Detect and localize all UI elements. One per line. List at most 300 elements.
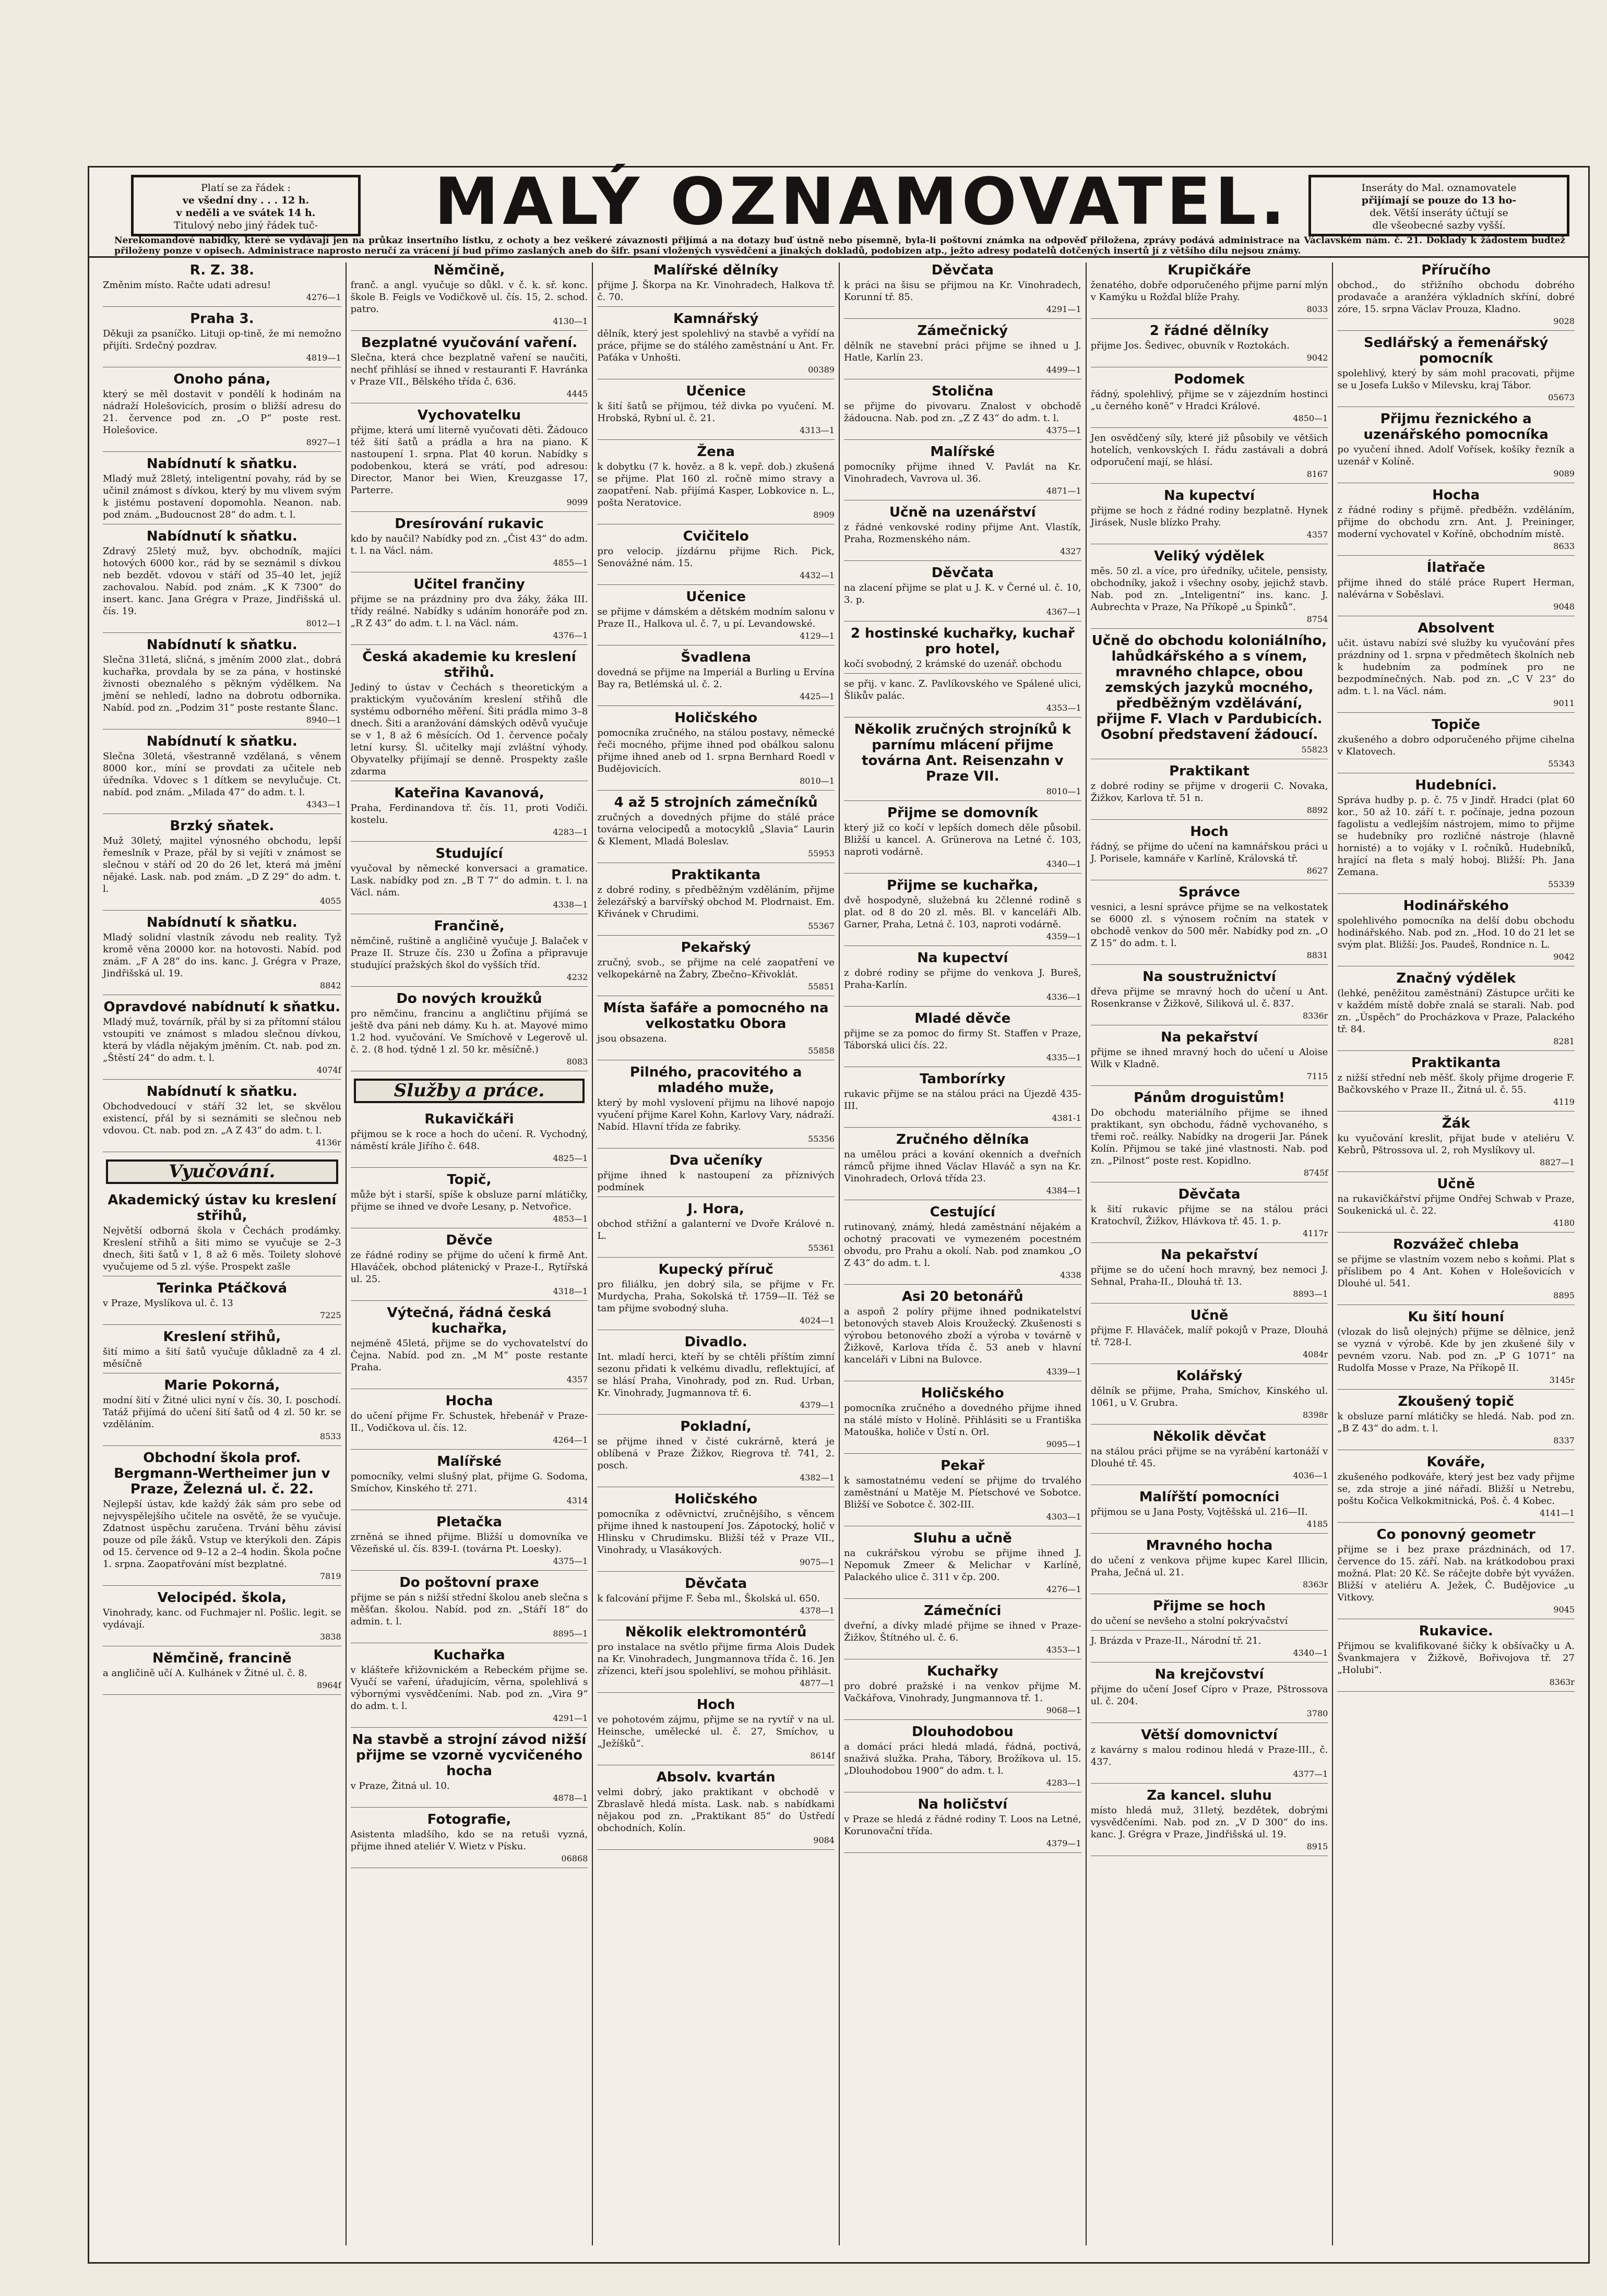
ad-reference-number: 4819—1 — [306, 353, 341, 363]
ad-title: Učitel frančiny — [413, 577, 525, 592]
ad-text: z kavárny s malou rodinou hledá v Praze-III., č. 437. — [1090, 1744, 1328, 1767]
classified-ad — [597, 1419, 835, 1487]
ad-text: přijme F. Hlaváček, malíř pokojů v Praze, Dlouhá tř. 728-I. — [1090, 1325, 1328, 1348]
ad-title: Několik elektromontérů — [625, 1624, 807, 1640]
ad-text: přijmou se k roce a hoch do učení. R. Vychodný, náměstí krále Jiřího č. 648. — [350, 1129, 588, 1152]
ad-title: Fotografie, — [427, 1812, 511, 1827]
ad-reference-number: 8633 — [1553, 541, 1575, 551]
ad-title: Terinka Ptáčková — [157, 1281, 288, 1296]
classified-ad — [597, 1334, 835, 1415]
ad-reference-number: 4357 — [1306, 530, 1328, 540]
classified-ad — [1091, 1030, 1328, 1086]
classified-ad — [844, 262, 1081, 319]
ad-title: Několik děvčat — [1152, 1429, 1266, 1444]
ad-title: Studující — [435, 846, 503, 862]
ad-reference-number: 8533 — [319, 1431, 341, 1441]
ad-text: k obsluze parní mlátičky se hledá. Nab. pod zn. „B Z 43“ do adm. t. l. — [1337, 1411, 1575, 1434]
ad-title: Učně — [1437, 1176, 1475, 1192]
classified-ad — [1091, 1489, 1328, 1534]
ad-text: rutinovaný, známý, hledá zaměstnání nějakém a ochotný pracovati ve vymezeném pocestném obvodu, pro Prahu a okolí. Nab. pod znamkou „O Z 43“ do adm. t. l. — [843, 1222, 1081, 1269]
classified-ad — [103, 1651, 341, 1695]
ad-reference-number: 9028 — [1553, 316, 1575, 326]
ad-title: Zámečníci — [924, 1603, 1002, 1619]
classified-ad — [597, 1491, 835, 1572]
classified-ad — [597, 444, 835, 524]
ad-reference-number: 4036—1 — [1293, 1470, 1328, 1480]
ad-text: pro filiálku, jen dobrý sila, se přijme v Fr. Murdycha, Praha, Sokolská tř. 1759—II. Též se tam přijme svobodný sluha. — [597, 1279, 835, 1314]
ad-reference-number: 4130—1 — [553, 316, 588, 326]
ad-title: Marie Pokorná, — [164, 1378, 280, 1393]
ad-text: Největší odborná škola v Čechách prodámky. Kreslení střihů a šiti mimo se vyučuje se 2–3 dnech, šiti šatů v 1, 8 až 6 měs. Toilety slohové vyučujeme od 5 zl. výše. Prospekt zašle — [103, 1225, 341, 1272]
ad-title: Holičského — [921, 1385, 1004, 1401]
ad-title: Příručího — [1421, 262, 1491, 278]
ad-title: Němčině, — [433, 262, 505, 278]
ad-text: dělník se přijme, Praha, Smíchov, Kinského ul. 1061, u V. Grubra. — [1090, 1385, 1328, 1408]
ad-text: řádný, se přijme do učení na kamnářskou práci u J. Porisele, kamnáře v Karlíně, Královská tř. — [1090, 841, 1328, 864]
ad-title: Vychovatelku — [417, 408, 521, 423]
ad-text: přijme se pán s nižší střední školou aneb slečna s měšťan. školou. Nabíd. pod zn. „Stáří 18“ do admin. t. l. — [350, 1592, 588, 1627]
classified-ad — [351, 785, 588, 842]
ad-title: Divadlo. — [684, 1334, 747, 1350]
ad-reference-number: 4339—1 — [1046, 1367, 1081, 1377]
ad-reference-number: 4384—1 — [1046, 1186, 1081, 1195]
ad-reference-number: 4283—1 — [553, 827, 588, 837]
ad-text: na stálou práci přijme se na vyrábění kartonáží v Dlouhé tř. 45. — [1090, 1446, 1328, 1469]
classified-ad — [597, 1201, 835, 1258]
ad-text: ku vyučování kreslit, přijat bude v ateliéru V. Kebrů, Pštrossova ul. 2, roh Myslíkovy ul. — [1337, 1133, 1575, 1156]
ad-title: Asi 20 betonářů — [901, 1289, 1023, 1305]
ad-reference-number: 4318—1 — [553, 1286, 588, 1296]
classified-ad — [103, 529, 341, 633]
ad-reference-number: 8915 — [1306, 1841, 1328, 1851]
ad-text: velmi dobrý, jako praktikant v obchodě v Zbraslavě hledá místa. Lask. nab. s nabídkami nějakou pod zn. „Praktikant 85“ do Ústředí obchodních, Kolín. — [597, 1787, 835, 1834]
ad-text: Vinohrady, kanc. od Fuchmajer nl. Pošlic. legit. se vydávají. — [103, 1607, 341, 1630]
ad-title: Stolična — [932, 384, 994, 399]
ad-text: z řádné venkovské rodiny přijme Ant. Vlastík, Praha, Rozmenského nám. — [843, 522, 1081, 545]
ad-title: Nabídnutí k sňatku. — [146, 1084, 297, 1099]
ad-text: pomocníky přijme ihned V. Pavlát na Kr. Vinohradech, Vavrova ul. 36. — [843, 461, 1081, 484]
ad-text: spolehlivý, který by sám mohl pracovati, přijme se u Josefa Lukšo v Milevsku, kraj Tábor. — [1337, 368, 1575, 391]
column-4 — [839, 262, 1086, 2245]
ad-reference-number: 4338 — [1060, 1270, 1081, 1280]
insertion-info-line: dle všeobecné sazby vyšší. — [1372, 220, 1506, 231]
ad-title: Podomek — [1174, 372, 1245, 387]
classified-ad — [103, 1590, 341, 1646]
ad-title: Veliký výdělek — [1154, 548, 1265, 564]
ad-text: franč. a angl. vyučuje so důkl. v č. k. sř. konc. škole B. Feigls ve Vodičkově ul. čís. 15, 2. schod. patro. — [350, 280, 588, 315]
ad-reference-number: 4445 — [566, 389, 588, 399]
ad-reference-number: 4367—1 — [1046, 607, 1081, 617]
ad-text: přijme Jos. Šedivec, obuvník v Roztokách. — [1090, 340, 1290, 351]
classified-ad — [1337, 1623, 1575, 1692]
ad-text: přijme se na prázdniny pro dva žáky, žáka III. třídy reálné. Nabídky s udáním honoráře pod zn. „R Z 43“ do adm. t. l. na Václ. nám. — [350, 594, 588, 629]
ad-text: který již co kočí v lepších domech děle působil. Bližší u kancel. A. Grünerova na Letné č. 103, naproti vodárně. — [843, 822, 1081, 857]
ad-text: Nejlepší ústav, kde každý žák sám pro sebe od nejvyspělejšího učitele na osvětě, že se vyučuje. Zdatnost úspěchu zaručena. Trvání běhu závisí pouze od píle žáků. Vstup ve kterýkoli den. Zápis od 15. července od 9–12 a 2–4 hodin. Škola počne 1. srpna. Zaopatřování míst bezplatné. — [103, 1499, 341, 1570]
ad-text: Zdravý 25letý muž, byv. obchodník, majíci hotových 6000 kor., rád by se seznámil s dívkou neb bezdět. vdovou v stáří od 35–40 let, jejíž zachovalou. Nabíd. pod znám. „K K 7300“ do insert. kanc. Jana Grégra v Praze, Jindřišská ul. čís. 19. — [103, 546, 341, 617]
classified-ad — [103, 915, 341, 995]
ad-text: k samostatnému vedení se přijme do trvalého zaměstnání u Matěje M. Píetschové ve Sobotce. Bližší ve Sobotce č. 302-III. — [843, 1475, 1081, 1510]
ad-reference-number: 4119 — [1553, 1097, 1575, 1107]
ad-title: Frančině, — [434, 918, 505, 934]
classified-ad — [103, 1450, 341, 1586]
classified-ad — [351, 1732, 588, 1808]
ad-title: J. Hora, — [687, 1201, 744, 1217]
ad-reference-number: 4375—1 — [553, 1556, 588, 1566]
classified-ad — [597, 1000, 835, 1060]
ad-reference-number: 9048 — [1553, 602, 1575, 612]
ad-text: Jediný to ústav v Čechách s theoretickým a praktickým vyučováním kreslení střihů dle systému odborného měření. Šiti prádla mimo 3–8 dnech. Šiti a aranžování dámských oděvů vyučuje se v 1, 8 až 6 měsících. Od 1. července počaly letní kursy. Šl. učitelky mají zvláštní výhody. Obyvatelky přijímají se denně. Prospekty zašle zdarma — [350, 682, 588, 777]
ad-text: dělník, který jest spolehlivý na stavbě a vyřídí na práce, přijme se do stálého zaměstnání u Ant. Fr. Paťáka v Unhošti. — [597, 328, 835, 363]
ad-title: Na krejčovství — [1154, 1667, 1264, 1682]
ad-title: Kupecký příruč — [658, 1262, 773, 1277]
ad-text: přijme se i bez praxe prázdninách, od 17. července do 15. září. Nab. na krátkodobou praxi možná. Plat: 20 Kč. Se ráčejte dobře být vyvážen. Bližší v ateliéru A. Ježek, Č. Budějovice „u Vitkovy. — [1337, 1544, 1575, 1603]
ad-reference-number: 4878—1 — [553, 1793, 588, 1803]
ad-title: Děvče — [446, 1233, 493, 1248]
ad-title: Kuchařka — [433, 1647, 505, 1663]
ad-title: Česká akademie ku kreslení střihů. — [362, 649, 576, 680]
ad-reference-number: 8895—1 — [553, 1629, 588, 1639]
ad-title: Učenice — [686, 384, 746, 399]
classified-ad — [1337, 1116, 1575, 1172]
ad-text: obchod., do střižního obchodu dobrého prodavače a aranžéra výkladních skříní, dobré zóre, 15. srpna Václav Prouza, Kladno. — [1337, 280, 1575, 315]
ad-text: Obchodvedoucí v stáří 32 let, se skvělou existencí, přál by si seznámiti se slečnou neb vdovou. Ct. nab. pod zn. „A Z 43“ do adm. t. l. — [103, 1101, 341, 1136]
ad-text: vesnici, a lesní správce přijme se na velkostatek se 6000 zl. s výnosem ročním na statek v obchodě venkov do 500 měr. Nabídky pod zn. „O Z 15“ do adm. t. l. — [1090, 902, 1328, 949]
classified-ad — [597, 384, 835, 440]
ad-reference-number: 4850—1 — [1293, 413, 1328, 423]
ad-title: Děvčata — [931, 262, 994, 278]
classified-ad — [597, 710, 835, 791]
ad-reference-number: 8831 — [1306, 950, 1328, 960]
ad-reference-number: 4353—1 — [1046, 703, 1081, 713]
classified-ad — [844, 678, 1081, 718]
ad-title: 2 řádné dělníky — [1149, 323, 1269, 339]
classified-ad — [1337, 1055, 1575, 1111]
ad-text: k falcování přijme F. Šeba ml., Školská ul. 650. — [597, 1593, 820, 1604]
ad-title: Hocha — [1432, 487, 1480, 503]
column-2 — [346, 262, 592, 2245]
ad-title: Přijme se hoch — [1153, 1598, 1266, 1614]
ad-reference-number: 4136r — [316, 1138, 341, 1147]
ad-text: řádný, spolehlivý, přijme se v zájezdním hostinci „u černého koně“ v Hradci Králové. — [1090, 389, 1328, 412]
ad-reference-number: 3145r — [1549, 1375, 1575, 1385]
classified-ad — [597, 1065, 835, 1149]
classified-ad — [1091, 1788, 1328, 1856]
ad-text: měs. 50 zl. a více, pro úředníky, učitele, pensisty, obchodníky, jakož i všechny osoby, jejichž stavb. Nab. pod zn. „Inteligentní“ ins. kanc. J. Aubrechta v Praze, Na Příkopě „u Špinků“. — [1090, 566, 1328, 613]
ad-reference-number: 4353—1 — [1046, 1645, 1081, 1655]
ad-text: Muž 30letý, majitel výnosného obchodu, lepší řemeslník v Praze, přál by si vejíti v známost se slečnou v stáří od 20 do 26 let, která má jmění nějaké. Lask. nab. pod znám. „D Z 29“ do adm. t. l. — [103, 835, 341, 894]
ad-reference-number: 4343—1 — [306, 799, 341, 809]
ad-text: a domácí práci hledá mladá, řádná, poctivá, snaživá služka. Praha, Tábory, Brožíkova ul. 15. „Dlouhodobou 1900“ do adm. t. l. — [843, 1741, 1081, 1776]
classified-ad — [597, 940, 835, 996]
classified-ad — [1091, 824, 1328, 880]
classified-ad — [103, 372, 341, 452]
section-banner: Služby a práce. — [354, 1079, 585, 1103]
ad-title: Cestující — [930, 1204, 995, 1220]
ad-reference-number: 4180 — [1553, 1218, 1575, 1228]
classified-ad — [1337, 898, 1575, 966]
ad-columns — [99, 262, 1579, 2245]
ad-title: Tamborírky — [920, 1071, 1006, 1087]
ad-reference-number: 4314 — [566, 1496, 588, 1505]
ad-reference-number: 55343 — [1548, 759, 1575, 769]
classified-ad — [1091, 548, 1328, 629]
ad-title: Děvčata — [685, 1576, 747, 1592]
classified-ad — [597, 262, 835, 307]
ad-text: dělník ne stavební práci přijme se ihned u J. Hatle, Karlín 23. — [843, 340, 1081, 363]
classified-ad — [1091, 1429, 1328, 1485]
classified-ad — [103, 1378, 341, 1446]
ad-reference-number: 4382—1 — [800, 1473, 835, 1482]
ad-text: zkušeného a dobro odporučeného přijme cihelna v Klatovech. — [1337, 734, 1575, 757]
ad-reference-number: 8964f — [317, 1680, 341, 1690]
ad-title: Brzký sňatek. — [170, 818, 275, 834]
ad-text: dřeva přijme se mravný hoch do učení u Ant. Rosenkranse v Žižkově, Siliková ul. č. 837. — [1090, 986, 1328, 1009]
ad-title: Rukavice. — [1419, 1623, 1493, 1639]
ad-title: Do poštovní praxe — [399, 1575, 539, 1591]
classified-ad — [1337, 335, 1575, 407]
ad-title: Žák — [1442, 1116, 1470, 1131]
ad-text: Mladý solidní vlastník závodu neb reality. Tyž kromě věna 20000 kor. na hotovosti. Nabíd. pod znám. „F A 28“ do ins. kanc. J. Grégra v Praze, Jindřišská ul. 19. — [103, 932, 341, 979]
ad-text: přijme se za pomoc do firmy St. Staffen v Praze, Táborská ulici čís. 22. — [843, 1028, 1081, 1051]
pricing-box — [131, 175, 361, 236]
ad-reference-number: 4378—1 — [800, 1606, 835, 1616]
ad-reference-number: 8337 — [1553, 1436, 1575, 1445]
ad-reference-number: 4264—1 — [553, 1435, 588, 1445]
ad-reference-number: 9011 — [1553, 698, 1575, 708]
insertion-info-box — [1308, 175, 1569, 236]
ad-reference-number: 4340—1 — [1293, 1648, 1328, 1658]
ad-reference-number: 4327 — [1060, 546, 1081, 556]
classified-ad — [597, 795, 835, 863]
ad-title: Rukavičkáři — [424, 1111, 514, 1127]
ad-reference-number: 8614f — [810, 1751, 835, 1761]
ad-reference-number: 4276—1 — [306, 292, 341, 302]
ad-reference-number: 4379—1 — [800, 1400, 835, 1410]
ad-reference-number: 4276—1 — [1046, 1584, 1081, 1594]
ad-title: Učně do obchodu koloniálního, lahůdkářského a s vínem, mravného chlapce, obou zemských jazyků mocného, předběžným vzdělávání, přijme F. Vlach v Pardubicích. Osobní představení žádoucí. — [1091, 633, 1327, 743]
classified-ad — [844, 384, 1081, 440]
ad-title: Krupičkáře — [1168, 262, 1251, 278]
ad-title: Pekař — [941, 1458, 985, 1474]
classified-ad — [844, 1385, 1081, 1454]
column-3 — [592, 262, 839, 2245]
ad-reference-number: 06868 — [561, 1853, 588, 1863]
ad-reference-number: 9099 — [566, 497, 588, 507]
header — [89, 164, 1588, 258]
column-1 — [99, 262, 346, 2245]
ad-reference-number: 4499—1 — [1046, 365, 1081, 375]
section-banner: Vyučování. — [106, 1159, 338, 1184]
ad-text: Mladý muž, továrník, přál by si za přítomní stálou vstoupiti ve známost s mladou slečnou dívkou, která by vládla nějakým jměním. Ct. nab. pod zn. „Štěstí 24“ do adm. t. l. — [103, 1017, 341, 1063]
ad-title: Pekařský — [681, 940, 751, 955]
ad-title: Místa šafáře a pomocného na velkostatku Obora — [603, 1000, 829, 1032]
column-5 — [1086, 262, 1332, 2245]
ad-title: Ku šití houní — [1408, 1309, 1504, 1325]
ad-title: Topiče — [1432, 717, 1481, 733]
ad-text: do učení z venkova přijme kupec Karel Illicin, Praha, Ječná ul. 21. — [1090, 1555, 1328, 1578]
classified-ad — [597, 1769, 835, 1850]
ad-text: J. Brázda v Praze-II., Národní tř. 21. — [1090, 1635, 1261, 1646]
classified-ad — [351, 1454, 588, 1510]
ad-reference-number: 4291—1 — [1046, 304, 1081, 314]
ad-reference-number: 4432—1 — [800, 570, 835, 580]
ad-title: Dlouhodobou — [911, 1724, 1014, 1740]
classified-ad — [351, 1305, 588, 1389]
ad-title: Topič, — [447, 1172, 492, 1188]
classified-ad — [844, 1132, 1081, 1200]
ad-text: Slečna, která chce bezplatně vaření se naučiti, nechť přihlásí se ihned v restauranti F. Havránka v Praze VII., Bělského třída č. 636. — [350, 352, 588, 387]
insertion-info-line: dek. Větší inseráty účtují se — [1370, 207, 1508, 219]
ad-reference-number: 4853—1 — [553, 1214, 588, 1224]
ad-text: a aspoň 2 políry přijme ihned podnikatelství betonových staveb Alois Kroužecký. Zkušenosti s výrobou betonového zboží a výroba v továrně v Žižkově, Karlova třída č. 53 aneb v hlavní kanceláři v Libni na Bulovce. — [843, 1306, 1081, 1365]
classified-ad — [1337, 1454, 1575, 1523]
classified-ad — [597, 589, 835, 645]
ad-title: Mravného hocha — [1146, 1538, 1273, 1553]
ad-title: Pánům droguistům! — [1134, 1090, 1285, 1106]
ad-text: v klášteře křižovnickém a Rebeckém přijme se. Vyučí se vaření, úřadujícím, věrna, spolehlivá s výbornými vysvědčeními. Nab. pod zn. „Vira 9“ do adm. t. l. — [350, 1665, 588, 1712]
ad-reference-number: 00389 — [808, 365, 835, 375]
classified-ad — [1337, 487, 1575, 556]
ad-text: rukavic přijme se na stálou práci na Újezdě 435-III. — [843, 1089, 1081, 1111]
ad-reference-number: 4336—1 — [1046, 992, 1081, 1002]
classified-ad — [1091, 1368, 1328, 1425]
ad-title: Malířské dělníky — [653, 262, 779, 278]
ad-reference-number: 4375—1 — [1046, 425, 1081, 435]
ad-text: (lehké, peněžitou zaměstnání) Zástupce určiti ke v každém místě dobře znalá se starali. Nab. pod zn. „Úspěch“ do Procházkova v Praze, Palackého tř. 84. — [1337, 988, 1575, 1035]
classified-ad — [1337, 262, 1575, 331]
classified-ad — [1337, 620, 1575, 713]
ad-reference-number: 8827—1 — [1540, 1157, 1575, 1167]
classified-ad — [1337, 1176, 1575, 1233]
classified-ad — [1091, 1635, 1328, 1663]
ad-text: k práci na šisu se přijmou na Kr. Vinohradech, Korunní tř. 85. — [843, 280, 1081, 303]
ad-text: Praha, Ferdinandova tř. čís. 11, proti Vodiči. kostelu. — [350, 803, 588, 826]
classified-ad — [351, 649, 588, 781]
ad-text: se přijme se vlastním vozem nebo s koňmi. Plat s příslibem po 4 Ant. Kohen v Holešovicích v Dlouhé ul. 541. — [1337, 1254, 1575, 1289]
classified-ad — [844, 565, 1081, 621]
ad-title: Bezplatné vyučování vaření. — [361, 335, 578, 351]
classified-ad — [844, 1530, 1081, 1599]
ad-title: Co ponovný geometr — [1376, 1527, 1535, 1542]
classified-ad — [103, 1084, 341, 1152]
ad-title: Onoho pána, — [173, 372, 271, 387]
ad-title: Hoch — [696, 1697, 735, 1713]
ad-title: Pletačka — [436, 1514, 502, 1530]
classified-ad — [103, 456, 341, 524]
ad-title: Nabídnutí k sňatku. — [146, 915, 297, 930]
ad-title: Na pekařství — [1160, 1247, 1258, 1263]
ad-reference-number: 4381-1 — [1052, 1113, 1081, 1123]
ad-text: přijmou se u Jana Posty, Vojtěšská ul. 216—II. — [1090, 1506, 1308, 1517]
ad-title: Na kupectví — [917, 950, 1008, 966]
ad-title: Několik zručných strojníků k parnímu mlácení přijme továrna Ant. Reisenzahn v Praze VII. — [854, 722, 1072, 784]
ad-title: Nabídnutí k sňatku. — [146, 529, 297, 544]
classified-ad — [1337, 1309, 1575, 1390]
classified-ad — [1091, 633, 1328, 759]
ad-reference-number: 9075—1 — [800, 1557, 835, 1567]
classified-ad — [351, 1172, 588, 1228]
ad-text: šití mimo a šití šatů vyučuje důkladně za 4 zl. měsíčně — [103, 1346, 341, 1369]
ad-text: němčině, ruštině a angličině vyučuje J. Balaček v Praze II. Struze čís. 230 u Žofína a připravuje studující pražských škol do vyšších tříd. — [350, 936, 588, 971]
ad-text: dveřní, a dívky mladé přijme se ihned v Praze-Žižkov, Štítného ul. č. 6. — [843, 1620, 1081, 1643]
insertion-info-line: Inseráty do Mal. oznamovatele — [1361, 182, 1517, 194]
ad-title: Nabídnutí k sňatku. — [146, 734, 297, 749]
ad-text: přijme J. Škorpa na Kr. Vinohradech, Halkova tř. č. 70. — [597, 280, 835, 303]
ad-reference-number: 4291—1 — [553, 1713, 588, 1723]
ad-title: Za kancel. sluhu — [1147, 1788, 1272, 1803]
ad-text: ženatého, dobře odporučeného přijme parní mlýn v Kamýku u Rožďal blíže Prahy. — [1090, 280, 1328, 303]
ad-text: pomocníka zručného, na stálou postavy, německé řeči mocného, přijme ihned pod obálkou salonu přijme ihned aneb od 1. srpna Bernhard Roedl v Budějovicích. — [597, 727, 835, 774]
ad-reference-number: 8083 — [566, 1057, 588, 1067]
ad-reference-number: 8167 — [1306, 469, 1328, 479]
ad-title: Sluhu a učně — [913, 1530, 1012, 1546]
ad-title: Žena — [697, 444, 735, 460]
ad-text: Do obchodu materiálního přijme se ihned praktikant, syn obchodu, řádně vychovaného, s třemi roč. reálky. Nabídky na drogerii Jar. Pánek Kolín. Přijmou se také jiné vlastnosti. Nab. pod zn. „Pilnost“ poste rest. Kopidlno. — [1090, 1107, 1328, 1166]
ad-title: Zámečnický — [917, 323, 1008, 339]
classified-ad — [351, 408, 588, 512]
classified-ad — [1337, 971, 1575, 1051]
ad-title: Praktikanta — [1411, 1055, 1501, 1071]
classified-ad — [844, 1458, 1081, 1526]
ad-title: Kamnářský — [673, 311, 759, 327]
classified-ad — [844, 1204, 1081, 1285]
ad-reference-number: 4877—1 — [800, 1678, 835, 1688]
ad-title: Větší domovnictví — [1141, 1727, 1278, 1743]
ad-text: do učení se nevšeho a stolní pokrývačství — [1090, 1616, 1288, 1627]
ad-text: přijme, která umí literně vyučovati děti. Žádouco též šití šatů a prádla a hra na piano. K nastoupení 1. srpna. Plat 40 korun. Nabídky s podobenkou, která se vrátí, pod adresou: Director, Manor bei Wien, Kreuzgasse 17, Parterre. — [350, 425, 588, 496]
ad-title: Kreslení střihů, — [163, 1329, 281, 1345]
ad-text: Asistenta mladšího, kdo se na retuši vyzná, přijme ihned ateliér V. Wietz v Písku. — [350, 1829, 588, 1852]
ad-reference-number: 8363r — [1302, 1580, 1328, 1589]
ad-title: Malířské — [437, 1454, 502, 1469]
ad-text: v Praze, Žitná ul. 10. — [350, 1780, 450, 1791]
ad-title: Správce — [1179, 884, 1240, 900]
classified-ad — [1337, 1237, 1575, 1305]
ad-reference-number: 9095—1 — [1046, 1439, 1081, 1449]
ad-reference-number: 8012—1 — [306, 618, 341, 628]
ad-title: Na stavbě a strojní závod nižší přijme se vzorně vycvičeného hocha — [352, 1732, 587, 1779]
classified-ad — [351, 1647, 588, 1728]
ad-reference-number: 4129—1 — [800, 631, 835, 641]
classified-ad — [351, 1575, 588, 1643]
ad-title: Pokladní, — [680, 1419, 752, 1434]
ad-title: Přijme se domovník — [887, 805, 1038, 821]
ad-text: Mladý muž 28letý, inteligentní povahy, rád by se učinil známost s dívkou, který by mu vlivem svým k jistému postavení dopomohla. Neanon. nab. pod znám. „Budoucnost 28“ do adm. t. l. — [103, 473, 341, 520]
ad-text: z řádné rodiny s přijmě. předběžn. vzděláním, přijme do obchodu zrn. Ant. J. Preininger, moderní vychovatel v Koříně, obchodním místě. — [1337, 505, 1575, 540]
ad-text: z dobré rodiny se přijme do venkova J. Bureš, Praha-Karlín. — [843, 967, 1081, 990]
ad-title: 4 až 5 strojních zámečníků — [614, 795, 818, 810]
classified-ad — [1091, 763, 1328, 820]
ad-reference-number: 55356 — [808, 1134, 835, 1144]
ad-reference-number: 4185 — [1306, 1519, 1328, 1529]
classified-ad — [844, 626, 1081, 674]
ad-title: Cvičitelo — [683, 529, 749, 544]
ad-reference-number: 8010—1 — [1046, 786, 1081, 796]
classified-ad — [1337, 1394, 1575, 1450]
ad-text: z dobré rodiny se přijme v drogerii C. Novaka, Žižkov, Karlova tř. 51 n. — [1090, 781, 1328, 804]
ad-reference-number: 4283—1 — [1046, 1778, 1081, 1788]
ad-reference-number: 4376—1 — [553, 630, 588, 640]
ad-reference-number: 8033 — [1306, 304, 1328, 314]
classified-ad — [844, 878, 1081, 946]
ad-reference-number: 05673 — [1548, 392, 1575, 402]
classified-ad — [597, 650, 835, 706]
ad-reference-number: 4024—1 — [800, 1316, 835, 1325]
ad-title: Kováře, — [1426, 1454, 1485, 1470]
ad-title: Děvčata — [1178, 1187, 1241, 1202]
ad-reference-number: 7225 — [319, 1310, 341, 1320]
ad-text: zkušeného podkováře, který jest bez vady přijme se, zda stroje a jiné nářadí. Bližší u Netrebu, poštu Kočica Velkokmitnická, Poš. č. 4 Kobec. — [1337, 1472, 1575, 1506]
